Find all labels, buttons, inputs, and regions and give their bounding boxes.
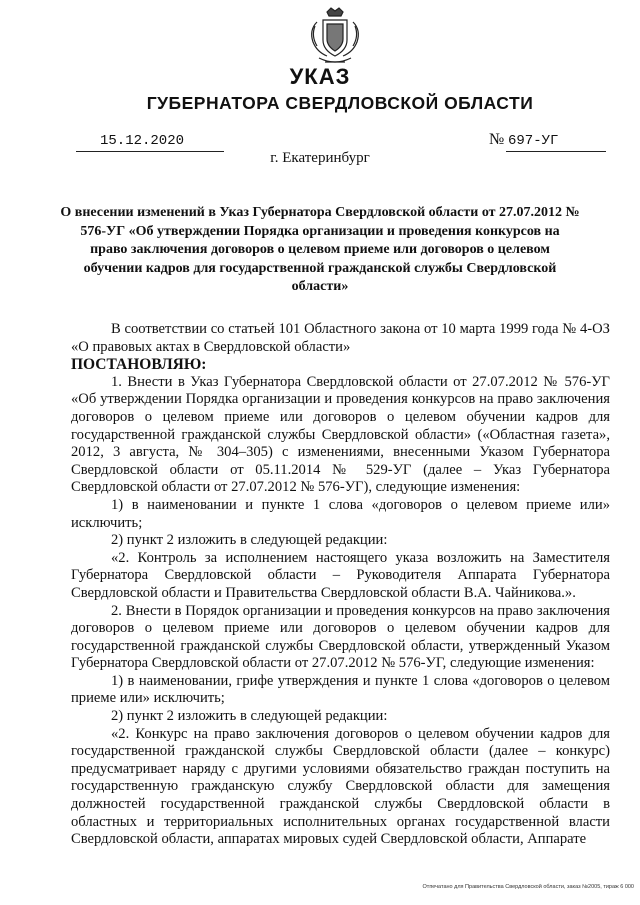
document-body bbox=[71, 321, 610, 849]
document-heading: О внесении изменений в Указ Губернатора Свердловской области от 27.07.2012 № 576-УГ «Об утверждении Порядка организации и проведения конкурсов на право заключения договоров о целевом приеме или договоров о целевом обучении кадров для государственной гражданской службы Свердловской области» bbox=[60, 205, 580, 295]
paragraph: 1) в наименовании, грифе утверждения и пункте 1 слова «договоров о целевом приеме или» исключить; bbox=[71, 672, 610, 707]
resolution-keyword: ПОСТАНОВЛЯЮ: bbox=[71, 356, 207, 374]
document-title: УКАЗ bbox=[289, 64, 351, 89]
document-number: 697-УГ bbox=[508, 133, 559, 149]
paragraph: 2) пункт 2 изложить в следующей редакции: bbox=[111, 708, 388, 725]
preamble-paragraph: В соответствии со статьей 101 Областного закона от 10 марта 1999 года № 4-ОЗ «О правовых актах в Свердловской области» bbox=[71, 321, 610, 355]
document-subtitle: ГУБЕРНАТОРА СВЕРДЛОВСКОЙ ОБЛАСТИ bbox=[146, 93, 534, 113]
document-city: г. Екатеринбург bbox=[270, 150, 370, 166]
print-footer: Отпечатано для Правительства Свердловской области, заказ №2005, тираж 6 000 bbox=[422, 884, 634, 890]
paragraph: «2. Контроль за исполнением настоящего указа возложить на Заместителя Губернатора Свердловской области – Руководителя Аппарата Губернатора Свердловской области и Правительства Свердловской области В.А. Чайникова.». bbox=[71, 549, 610, 601]
paragraph: 1) в наименовании и пункте 1 слова «договоров о целевом приеме или» исключить; bbox=[71, 496, 610, 531]
coat-of-arms-emblem bbox=[305, 6, 365, 68]
paragraph: 2. Внести в Порядок организации и проведения конкурсов на право заключения договоров о целевом приеме или договоров о целевом обучении кадров для государственной гражданской службы Свердловской области, утвержденный Указом Губернатора Свердловской области от 27.07.2012 № 576-УГ, следующие изменения: bbox=[71, 602, 610, 672]
paragraph: «2. Конкурс на право заключения договоров о целевом обучении кадров для государственной гражданской службы Свердловской области (далее – конкурс) предусматривает наряду с другими условиями обязательство граждан поступить на государственную гражданскую службу Свердловской области для замещения должностей государственной гражданской службы Свердловской области в областных и территориальных исполнительных органах государственной власти Свердловской области, аппаратах мировых судей Свердловской области, Аппарате bbox=[71, 725, 610, 848]
number-label: № bbox=[489, 131, 505, 148]
paragraph: 2) пункт 2 изложить в следующей редакции: bbox=[111, 532, 388, 549]
paragraph: 1. Внести в Указ Губернатора Свердловской области от 27.07.2012 № 576-УГ «Об утверждении Порядка организации и проведения конкурсов на право заключения договоров о целевом приеме или договоров о целевом обучении кадров для государственной гражданской службы Свердловской области» («Областная газета», 2012, 3 августа, № 304–305) с изменениями, внесенными Указом Губернатора Свердловской области от 05.11.2014 № 529-УГ (далее – Указ Губернатора Свердловской области от 27.07.2012 № 576-УГ), следующие изменения: bbox=[71, 373, 610, 496]
document-date: 15.12.2020 bbox=[100, 133, 185, 149]
